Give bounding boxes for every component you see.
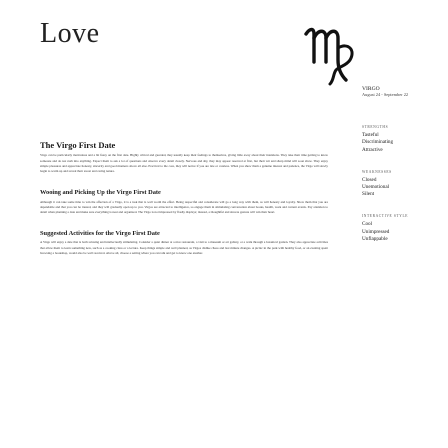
section-first-date: [40, 140, 328, 175]
group-label: INTERACTIVE STYLE: [362, 214, 409, 219]
trait-item: Discriminating: [362, 139, 394, 146]
trait-item: Unemotional: [362, 183, 390, 190]
page-title: Love: [40, 18, 100, 49]
sign-dates: August 24 - September 22: [362, 92, 409, 98]
group-strengths: [362, 125, 442, 154]
group-interactive-style: [362, 214, 442, 243]
trait-item: Attractive: [362, 146, 383, 153]
trait-item: Cool: [362, 221, 373, 228]
trait-list: [362, 221, 442, 243]
section-text: A Virgo will enjoy a date that is both relaxing and intellectually stimulating. Consider a quiet dinner at a nice restaurant, a visit to a museum or art gallery, or a walk through a botanical garden. They also appreciate activities that allow them to learn something new, such as a cooking class or a lecture. Keep things simple and well planned, as Virgos dislike chaos and last minute changes. A picnic in the park with healthy food, or an evening spent browsing a bookshop, would also be well received. Above all, choose a setting where you can talk and get to know one another.: [40, 240, 328, 256]
section-text: Although it can take some time to win the affection of a Virgo, it is a task that is well worth the effort. Being respectful and considerate will go a long way with them, as will honesty and loyalty. Show them that you are dependable and that you can be trusted, and they will gradually open up to you. Virgos are attracted to intelligence, so engage them in stimulating conversation about books, health, work and current events. Pay attention to detail when planning a date and make sure everything is neat and organized. The Virgo is not impressed by flashy displays; instead, a thoughtful and sincere gesture will win their heart.: [40, 199, 328, 215]
section-heading: Suggested Activities for the Virgo First Date: [40, 229, 160, 237]
section-activities: [40, 230, 328, 257]
group-weaknesses: [362, 170, 442, 199]
trait-item: Silent: [362, 191, 375, 198]
sign-name: VIRGO: [362, 86, 380, 92]
trait-item: Tasteful: [362, 132, 379, 139]
trait-list: [362, 132, 442, 154]
section-text: Virgo can be particularly meticulous and a bit fussy on the first date. Highly critical and guarded, they usually keep their feelings to themselves, giving little away about their intentions. They take their time getting to know someone and do not rush into anything. Expect them to ask a lot of questions and observe every detail closely. Nervous and shy, they may appear reserved at first, but their wit and sharp mind will soon show. They enjoy simple pleasures and appreciate honesty, sincerity and good manners above all else. Practical to the core, they will notice if you are late or careless. When you show them a genuine interest and patience, the Virgo will slowly begin to warm up and reveal their sweet and caring nature.: [40, 153, 328, 174]
article-body: [40, 140, 328, 271]
section-wooing: [40, 189, 328, 216]
trait-item: Unflappable: [362, 235, 388, 242]
sidebar: [362, 86, 442, 259]
trait-item: Unimpressed: [362, 228, 390, 235]
trait-list: [362, 177, 442, 199]
group-label: STRENGTHS: [362, 125, 389, 130]
section-heading: The Virgo First Date: [40, 140, 116, 150]
section-heading: Wooing and Picking Up the Virgo First Date: [40, 188, 161, 196]
group-label: WEAKNESSES: [362, 169, 392, 174]
trait-item: Closed: [362, 176, 377, 183]
virgo-symbol-icon: [300, 20, 360, 88]
